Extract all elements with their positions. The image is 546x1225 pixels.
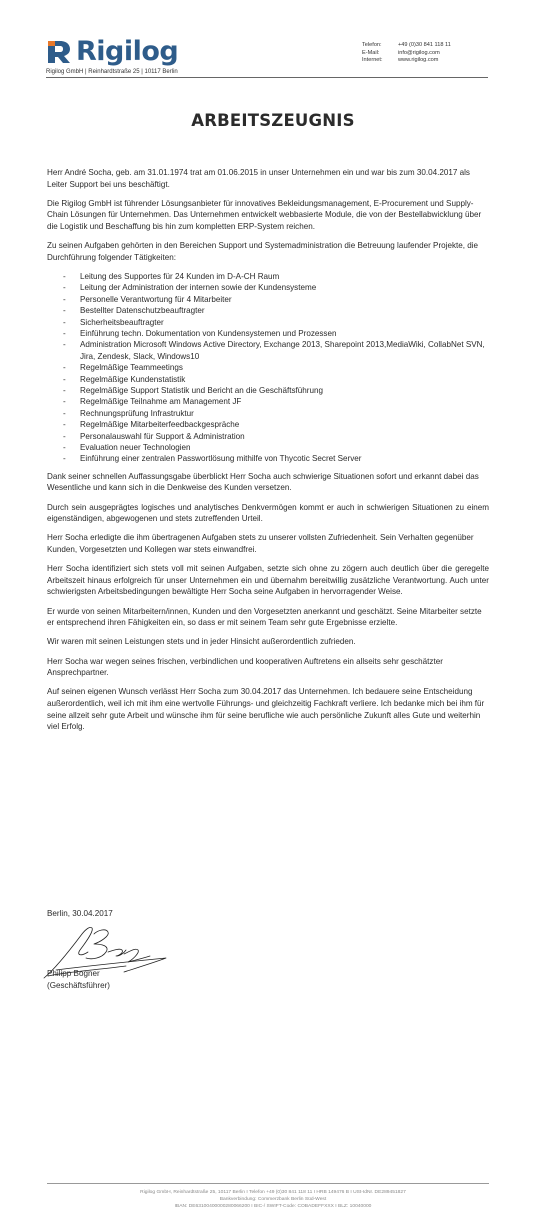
contact-row-email	[362, 50, 451, 58]
contact-value: +49 (0)30 841 118 11	[398, 42, 451, 48]
paragraph-performance: Herr Socha erledigte die ihm übertragenen Aufgaben stets zu unserer vollsten Zufriedenheit. Sein Verhalten gegenüber Kunden, Vorgesetzten und Kollegen war stets einwandfrei.	[47, 533, 474, 554]
footer	[0, 1189, 546, 1210]
footer-company-line: Rigilog GmbH, Reinhardtstraße 25, 10117 Berlin I Telefon +49 (0)30 841 118 11 I HRB 149476 B I USt-IdNr. DE289451827	[140, 1190, 406, 1195]
document-body	[47, 167, 489, 740]
document-title: ARBEITSZEUGNIS	[191, 111, 355, 130]
list-item: - Regelmäßige Teilnahme am Management JF	[47, 396, 489, 407]
paragraph-perception: Dank seiner schnellen Auffassungsgabe überblickt Herr Socha auch schwierige Situationen sofort und erkannt dabei das Wesentliche und kann sich in die Denkweise des Kunden versetzen.	[47, 471, 479, 493]
list-item: - Evaluation neuer Technologien	[47, 442, 489, 453]
contact-label: Internet:	[362, 57, 383, 64]
rigilog-logo-icon	[46, 38, 73, 65]
list-item: - Sicherheitsbeauftragter	[47, 317, 489, 328]
list-item: - Bestellter Datenschutzbeauftragter	[47, 305, 489, 316]
footer-bank-line: Bankverbindung: Commerzbank Berlin Süd-West	[219, 1197, 327, 1202]
list-item: - Leitung der Administration der internen sowie der Kundensysteme	[47, 282, 489, 293]
list-item: - Einführung techn. Dokumentation von Kundensystemen und Prozessen	[47, 328, 489, 339]
contact-row-phone	[362, 42, 451, 50]
list-item: - Personalauswahl für Support & Administration	[47, 431, 489, 442]
paragraph-demeanor: Herr Socha war wegen seines frischen, verbindlichen und kooperativen Auftretens ein allseits sehr geschätzter Ansprechpartner.	[47, 656, 443, 678]
list-item: - Rechnungsprüfung Infrastruktur	[47, 408, 489, 419]
list-item: - Einführung einer zentralen Passwortlösung mithilfe von Thycotic Secret Server	[47, 453, 489, 464]
task-list	[47, 271, 489, 465]
contact-label: E-Mail:	[362, 49, 380, 56]
signer-block	[47, 968, 110, 992]
list-item: - Regelmäßige Mitarbeiterfeedbackgespräche	[47, 419, 489, 430]
contact-label: Telefon:	[362, 42, 382, 48]
footer-iban-line: IBAN: DE63100400000280066200 I BIC-/ SWIFT-Code: COBADEFFXXX I BLZ: 10040000	[174, 1204, 372, 1209]
paragraph-satisfaction: Wir waren mit seinen Leistungen stets und in jeder Hinsicht außerordentlich zufrieden.	[47, 637, 356, 647]
paragraph-intro: Herr André Socha, geb. am 31.01.1974 trat am 01.06.2015 in unser Unternehmen ein und war bis zum 30.04.2017 als Leiter Support bei uns beschäftigt.	[47, 168, 470, 189]
paragraph-commitment: Herr Socha identifiziert sich stets voll mit seinen Aufgaben, setzte sich ohne zu zögern auch deutlich über die geregelte Arbeitszeit hinaus erfolgreich für unser Unternehmen ein und übernahm bereitwillig zusätzliche Verantwortung. Auch unter schwierigsten Arbeitsbedingungen bewältigte Herr Socha seine Aufgaben in hervorragender Weise.	[47, 564, 489, 597]
brand-name: Rigilog	[76, 36, 179, 67]
paragraph-company: Die Rigilog GmbH ist führender Lösungsanbieter für innovatives Bekleidungsmanagement, E-Procurement und Supply-Chain Lösungen für Unternehmen. Das Unternehmen entwickelt webbasierte Module, die von der Bestellabwicklung über die Logistik und Beschaffung bis hin zum kompletten ERP-System reichen.	[47, 198, 482, 231]
paragraph-farewell: Auf seinen eigenen Wunsch verlässt Herr Socha zum 30.04.2017 das Unternehmen. Ich bedauere seine Entscheidung außerordentlich, weil ich mit ihm eine wertvolle Führungs- und gleichzeitig Fachkraft verliere. Ich bedanke mich bei ihm für seine allzeit sehr gute Arbeit und wünsche ihm für seine berufliche wie auch persönliche Zukunft alles Gute und weiterhin viel Erfolg.	[47, 687, 485, 732]
contact-block	[362, 42, 451, 65]
signer-role: (Geschäftsführer)	[47, 981, 110, 990]
place-date: Berlin, 30.04.2017	[47, 909, 113, 918]
list-item: - Leitung des Supportes für 24 Kunden im D-A-CH Raum	[47, 271, 489, 282]
paragraph-tasks-intro: Zu seinen Aufgaben gehörten in den Bereichen Support und Systemadministration die Betreuung laufender Projekte, die Durchführung folgender Tätigkeiten:	[47, 241, 479, 262]
contact-row-web	[362, 57, 451, 65]
list-item: - Administration Microsoft Windows Active Directory, Exchange 2013, Sharepoint 2013,MediaWiki, CollabNet SVN, Jira, Zendesk, Slack, Windows10	[47, 339, 489, 362]
contact-value: info@rigilog.com	[398, 49, 440, 56]
paragraph-analysis: Durch sein ausgeprägtes logisches und analytisches Denkvermögen kommt er auch in schwierigen Situationen zu einem eigenständigen, abgewogenen und stets zutreffenden Urteil.	[47, 502, 489, 524]
company-logo	[46, 38, 178, 65]
list-item: - Regelmäßige Teammeetings	[47, 362, 489, 373]
header-divider	[46, 77, 488, 78]
sender-address: Rigilog GmbH | Reinhardtstraße 25 | 10117 Berlin	[46, 69, 178, 75]
signer-name: Philipp Bogner	[47, 969, 100, 978]
list-item: - Regelmäßige Support Statistik und Bericht an die Geschäftsführung	[47, 385, 489, 396]
footer-divider	[47, 1183, 489, 1184]
paragraph-leadership: Er wurde von seinen Mitarbeitern/innen, Kunden und den Vorgesetzten anerkannt und geschätzt. Seine Mitarbeiter setzte er entsprechend ihren Fähigkeiten ein, so dass er mit seinem Team sehr gute Ergebnisse erzielte.	[47, 606, 482, 628]
list-item: - Regelmäßige Kundenstatistik	[47, 374, 489, 385]
list-item: - Personelle Verantwortung für 4 Mitarbeiter	[47, 294, 489, 305]
contact-value: www.rigilog.com	[398, 57, 439, 64]
